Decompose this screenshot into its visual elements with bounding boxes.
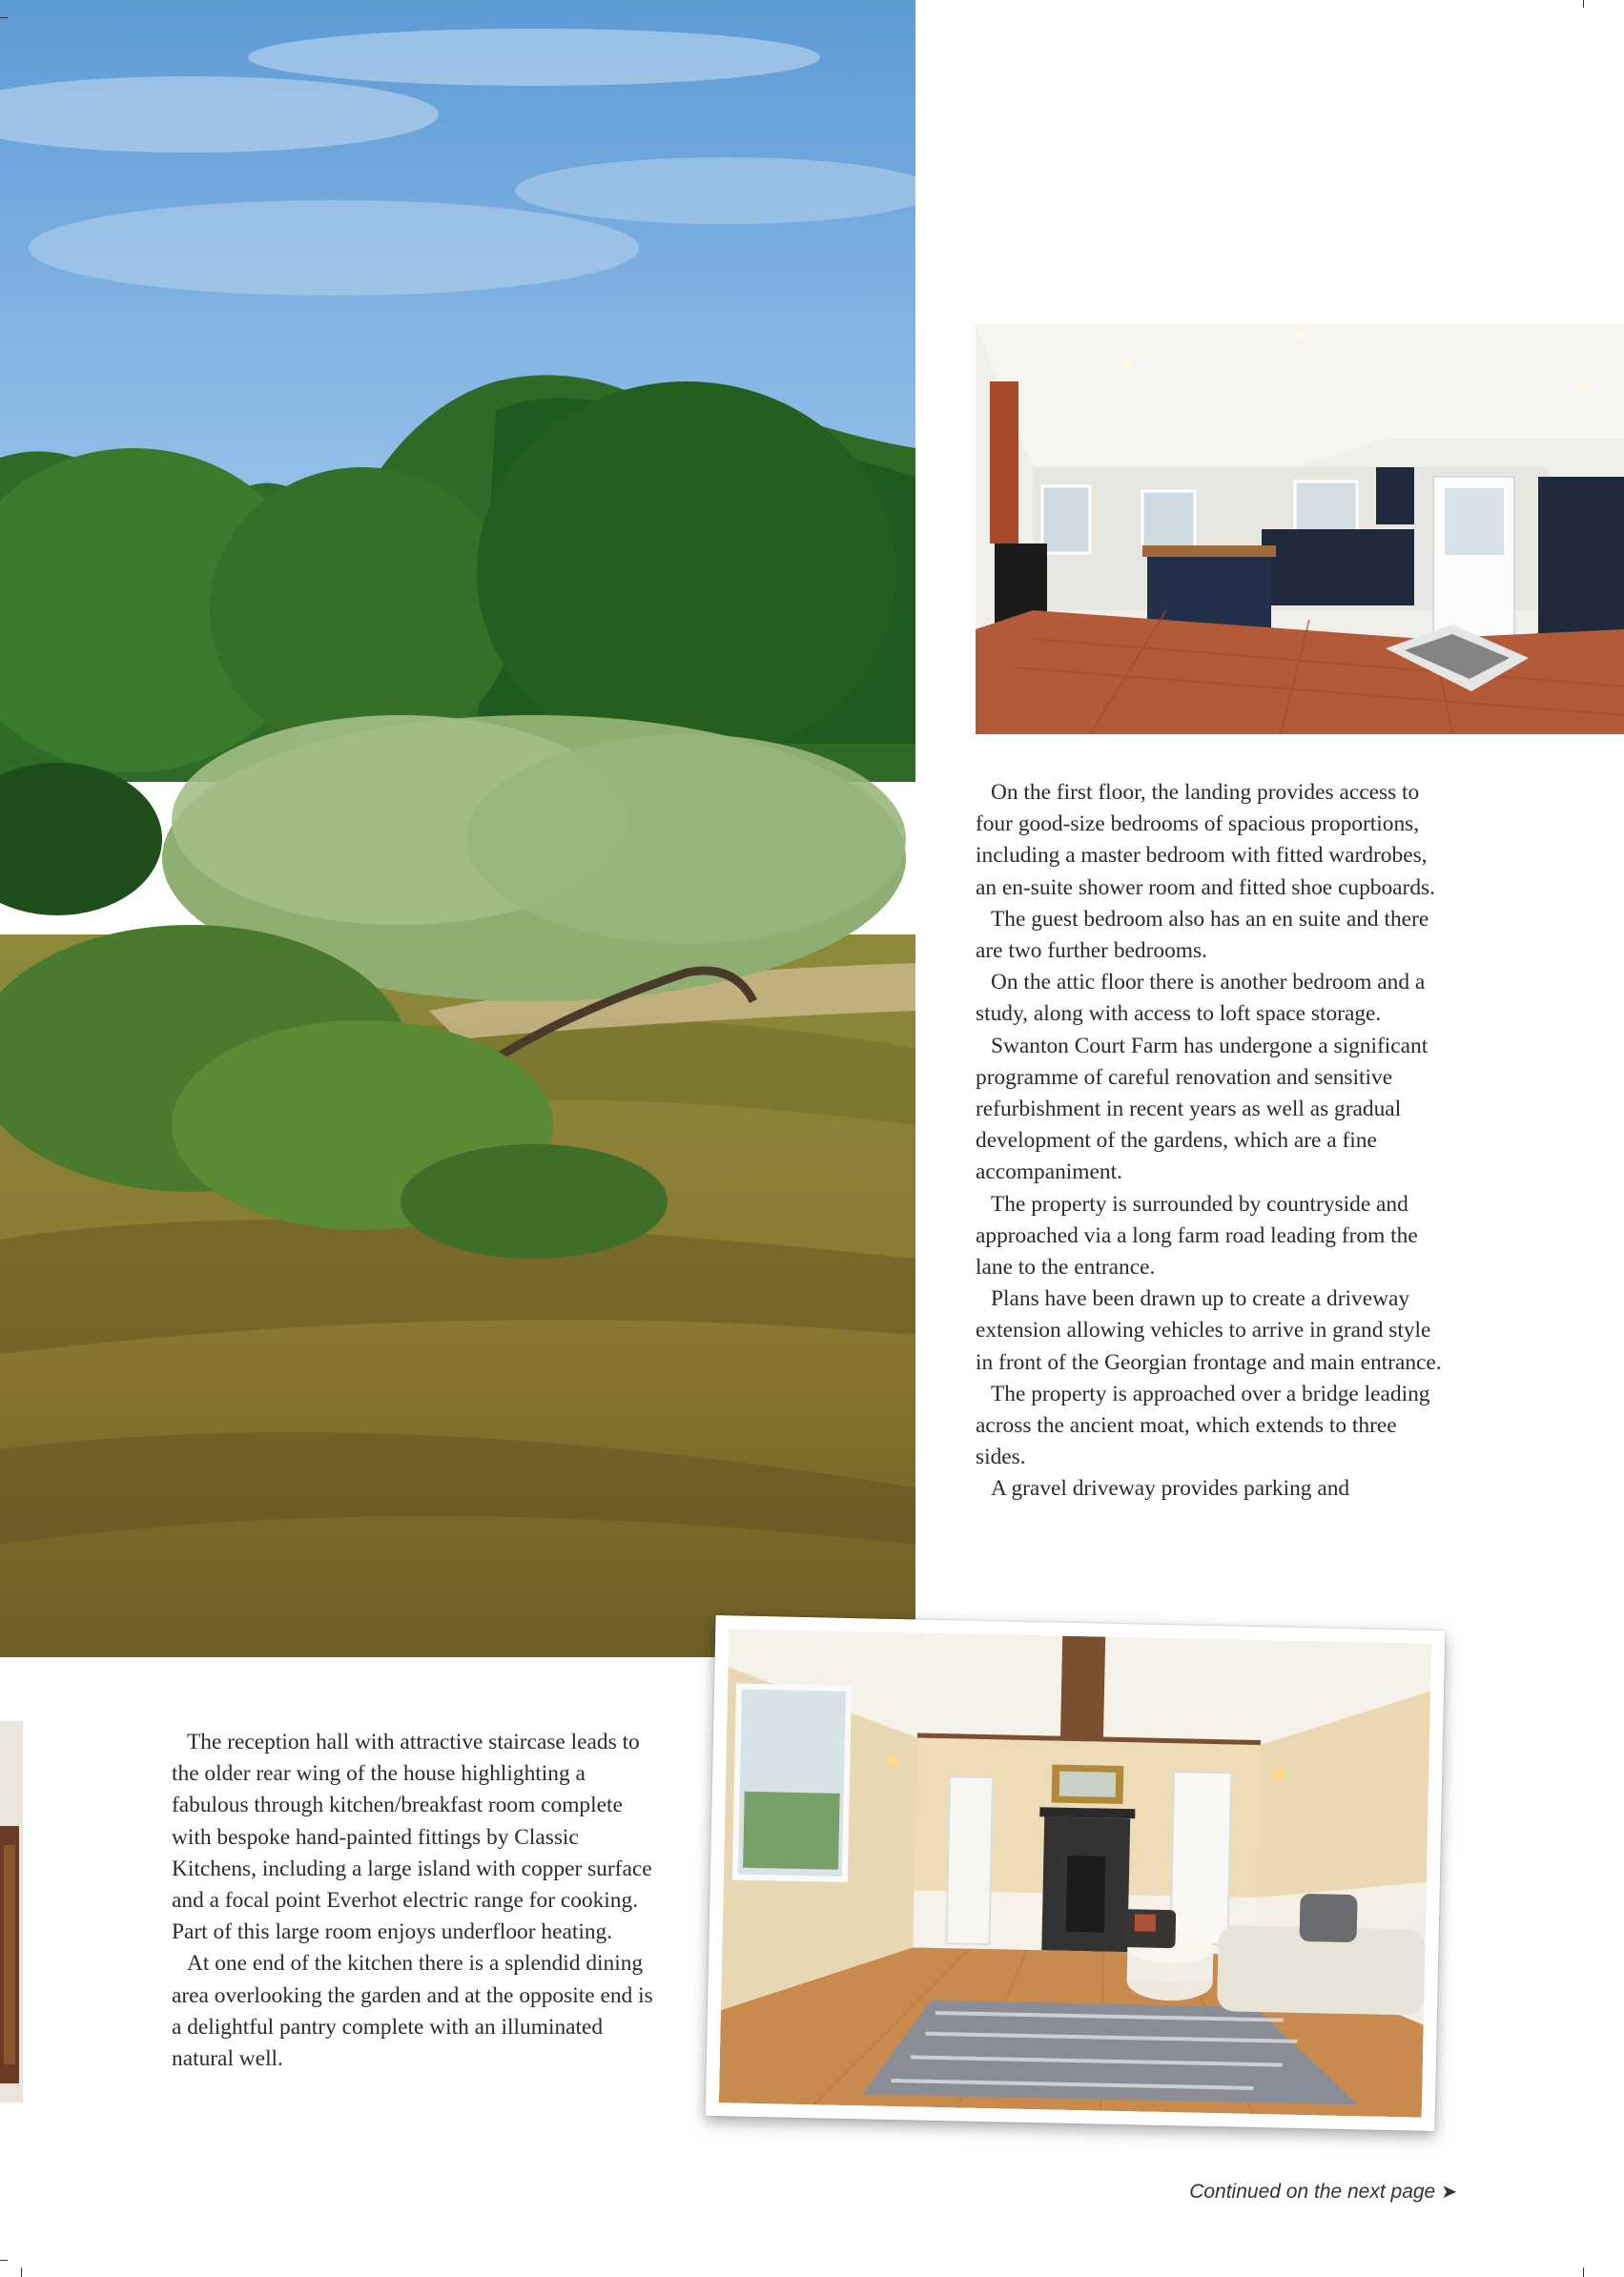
crop-mark	[0, 17, 8, 18]
paragraph: A gravel driveway provides parking and	[991, 1476, 1350, 1502]
continued-label: Continued on the next page	[1189, 2181, 1436, 2203]
paragraph: Swanton Court Farm has undergone a significant programme of careful renovation and sensitive refurbishment in recent years as well as gradual development of the gardens, which are a fine accompaniment.	[976, 1033, 1429, 1185]
crop-mark	[1583, 0, 1584, 8]
arrow-right-icon: ➤	[1441, 2182, 1457, 2203]
paragraph: The property is approached over a bridge leading across the ancient moat, which extends to three sides.	[976, 1381, 1430, 1470]
crop-mark	[21, 2267, 22, 2277]
living-room-photo	[719, 1629, 1431, 2117]
paragraph: The guest bedroom also has an en suite and there are two further bedrooms.	[976, 906, 1429, 964]
paragraph: The reception hall with attractive staircase leads to the older rear wing of the house highlighting a fabulous through kitchen/breakfast room complete with bespoke hand-painted fittings by Classic Kitchens, including a large island with copper surface and a focal point Everhot electric range for cooking. Part of this large room enjoys underfloor heating.	[172, 1730, 652, 1945]
right-text-column	[976, 777, 1452, 1506]
continued-next-page	[1171, 2180, 1457, 2204]
paragraph: The property is surrounded by countryside and approached via a long farm road leading from the lane to the entrance.	[976, 1191, 1418, 1281]
crop-mark	[0, 2260, 8, 2261]
living-room-photo-frame	[706, 1615, 1446, 2131]
paragraph: On the attic floor there is another bedroom and a study, along with access to loft space storage.	[976, 970, 1426, 1027]
garden-photo	[0, 0, 915, 1657]
paragraph: On the first floor, the landing provides access to four good-size bedrooms of spacious proportions, including a master bedroom with fitted wardrobes, an en-suite shower room and fitted shoe cupboards.	[976, 780, 1435, 900]
paragraph: At one end of the kitchen there is a splendid dining area overlooking the garden and at the opposite end is a delightful pantry complete with an illuminated natural well.	[172, 1951, 653, 2072]
left-text-column	[172, 1727, 660, 2075]
kitchen-photo	[976, 324, 1624, 734]
paragraph: Plans have been drawn up to create a driveway extension allowing vehicles to arrive in grand style in front of the Georgian frontage and main entrance.	[976, 1286, 1442, 1375]
partial-photo-edge	[0, 1721, 23, 2103]
crop-mark	[1583, 2267, 1584, 2277]
